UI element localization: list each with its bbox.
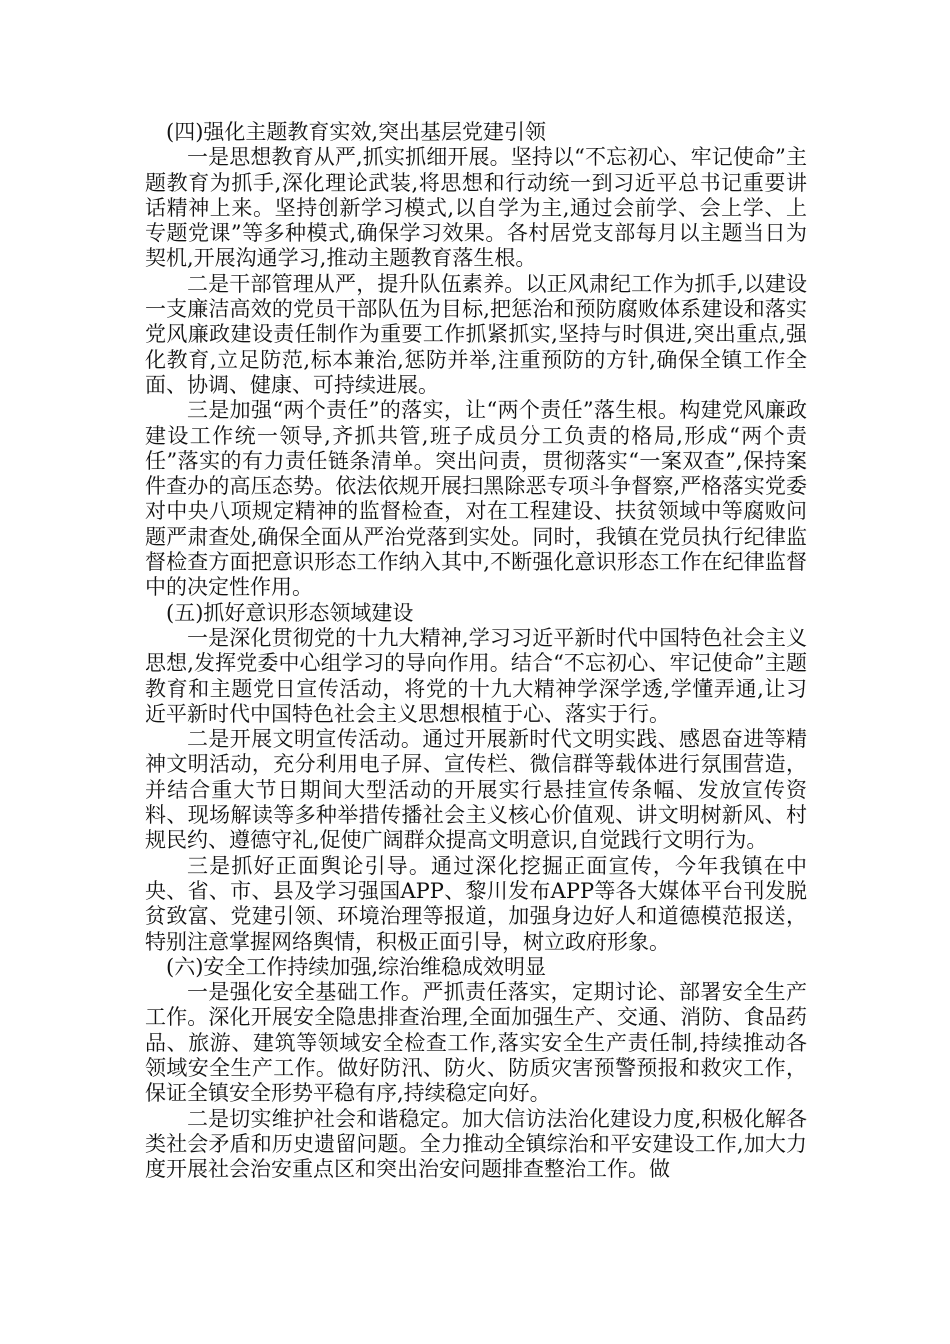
paragraph-4-2: 二是干部管理从严，提升队伍素养。以正风肃纪工作为抓手,以建设一支廉洁高效的党员干部队伍为目标,把惩治和预防腐败体系建设和落实党风廉政建设责任制作为重要工作抓紧抓实,坚持与时俱进,突出重点,强化教育,立足防范,标本兼治,惩防并举,注重预防的方针,确保全镇工作全面、协调、健康、可持续进展。 (145, 271, 807, 397)
paragraph-5-1: 一是深化贯彻党的十九大精神,学习习近平新时代中国特色社会主义思想,发挥党委中心组学习的导向作用。结合“不忘初心、牢记使命”主题教育和主题党日宣传活动，将党的十九大精神学深学透,学懂弄通,让习近平新时代中国特色社会主义思想根植于心、落实于行。 (145, 625, 807, 726)
paragraph-4-3: 三是加强“两个责任”的落实，让“两个责任”落生根。构建党风廉政建设工作统一领导,齐抓共管,班子成员分工负责的格局,形成“两个责任”落实的有力责任链条清单。突出问责，贯彻落实“一案双查”,保持案件查办的高压态势。依法依规开展扫黑除恶专项斗争督察,严格落实党委对中央八项规定精神的监督检查，对在工程建设、扶贫领域中等腐败问题严肃查处,确保全面从严治党落到实处。同时，我镇在党员执行纪律监督检查方面把意识形态工作纳入其中,不断强化意识形态工作在纪律监督中的决定性作用。 (145, 398, 807, 600)
document-body (145, 120, 807, 1182)
paragraph-4-1: 一是思想教育从严,抓实抓细开展。坚持以“不忘初心、牢记使命”主题教育为抓手,深化理论武装,将思想和行动统一到习近平总书记重要讲话精神上来。坚持创新学习模式,以自学为主,通过会前学、会上学、上专题党课”等多种模式,确保学习效果。各村居党支部每月以主题当日为契机,开展沟通学习,推动主题教育落生根。 (145, 145, 807, 271)
paragraph-5-2: 二是开展文明宣传活动。通过开展新时代文明实践、感恩奋进等精神文明活动，充分利用电子屏、宣传栏、微信群等载体进行氛围营造，并结合重大节日期间大型活动的开展实行悬挂宣传条幅、发放宣传资料、现场解读等多种举措传播社会主义核心价值观、讲文明树新风、村规民约、遵德守礼,促使广阔群众提高文明意识,自觉践行文明行为。 (145, 727, 807, 853)
section-heading-4: (四)强化主题教育实效,突出基层党建引领 (166, 120, 547, 144)
paragraph-6-2: 二是切实维护社会和谐稳定。加大信访法治化建设力度,积极化解各类社会矛盾和历史遗留问题。全力推动全镇综治和平安建设工作,加大力度开展社会治安重点区和突出治安问题排查整治工作。做 (145, 1106, 807, 1182)
section-heading-5: (五)抓好意识形态领域建设 (166, 600, 414, 625)
paragraph-6-1: 一是强化安全基础工作。严抓责任落实，定期讨论、部署安全生产工作。深化开展安全隐患排查治理,全面加强生产、交通、消防、食品药品、旅游、建筑等领域安全检查工作,落实安全生产责任制,持续推动各领域安全生产工作。做好防汛、防火、防质灾害预警预报和救灾工作，保证全镇安全形势平稳有序,持续稳定向好。 (145, 980, 807, 1106)
paragraph-5-3: 三是抓好正面舆论引导。通过深化挖掘正面宣传，今年我镇在中央、省、市、县及学习强国APP、黎川发布APP等各大媒体平台刊发脱贫致富、党建引领、环境治理等报道，加强身边好人和道德模范报送，特别注意掌握网络舆情，积极正面引导，树立政府形象。 (145, 853, 807, 954)
section-heading-6: (六)安全工作持续加强,综治维稳成效明显 (166, 954, 547, 979)
